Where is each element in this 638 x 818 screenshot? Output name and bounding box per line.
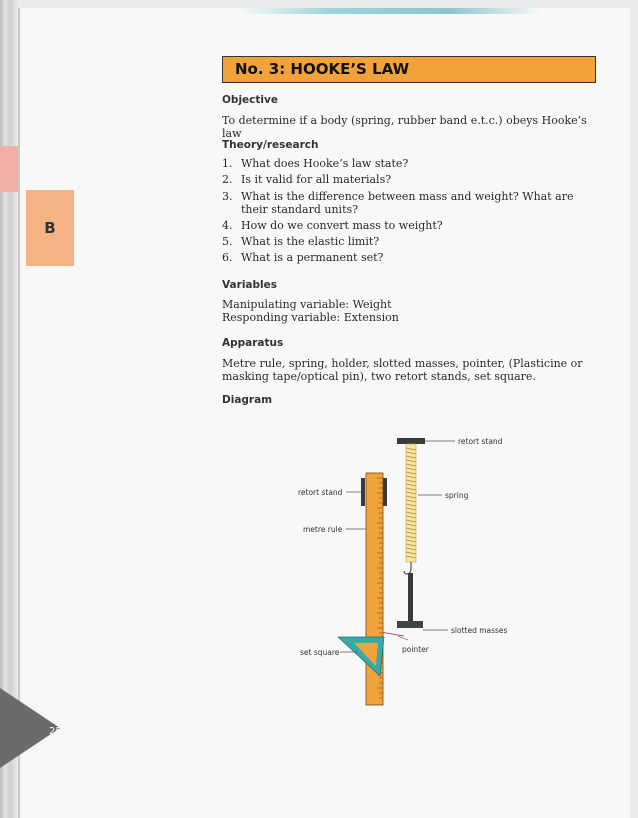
question-item [222,190,594,216]
question-number: 3. [222,189,233,203]
diagram-heading: Diagram [222,394,273,406]
question-item [222,157,594,170]
question-number: 5. [222,235,233,249]
question-number: 6. [222,251,233,265]
question-text: Is it valid for all materials? [241,173,392,187]
question-text: How do we convert mass to weight? [241,218,443,232]
page-number: 258 [49,726,69,737]
variables-heading: Variables [222,279,277,291]
section-tab: B [26,190,74,266]
question-text: What is a permanent set? [241,251,384,265]
set-square [338,637,384,676]
theory-heading: Theory/research [222,139,319,151]
label-spring: spring [445,491,469,500]
pointer [380,632,404,636]
label-pointer: pointer [402,645,429,654]
question-number: 1. [222,157,233,170]
question-text: What does Hooke’s law state? [241,157,409,170]
objective-heading: Objective [222,94,278,106]
retort-stand-clamp-right [383,478,387,506]
question-text: What is the elastic limit? [241,235,380,249]
label-retort-stand-top: retort stand [458,437,503,446]
hookes-law-diagram [280,430,520,720]
question-text: What is the difference between mass and weight? What are their standard units? [241,189,574,216]
retort-stand-clamp-left [361,478,365,506]
label-set-square: set square [300,648,340,657]
mass-hanger [408,573,413,621]
question-number: 2. [222,173,233,187]
side-tab-marker [0,146,18,192]
leader-line-pointer [398,636,408,640]
slotted-masses [397,621,423,628]
responding-variable: Responding variable: Extension [222,311,399,324]
theory-question-list [222,157,594,268]
manipulating-variable: Manipulating variable: Weight [222,298,392,311]
question-number: 4. [222,218,233,232]
apparatus-text: Metre rule, spring, holder, slotted masses, pointer, (Plasticine or masking tape/optical pin), two retort stands, set square. [222,357,583,383]
spring [406,444,416,562]
question-item [222,173,594,186]
label-metre-rule: metre rule [303,525,343,534]
retort-stand-clamp-top [397,438,425,444]
top-color-strip [240,8,540,14]
apparatus-heading: Apparatus [222,337,284,349]
question-item [222,235,594,248]
question-item [222,251,594,264]
label-retort-stand-left: retort stand [298,488,343,497]
question-item [222,219,594,232]
label-slotted-masses: slotted masses [451,626,508,635]
objective-text: To determine if a body (spring, rubber band e.t.c.) obeys Hooke’s law [222,114,587,140]
hook [404,562,411,574]
page-title: No. 3: HOOKE’S LAW [222,56,596,83]
